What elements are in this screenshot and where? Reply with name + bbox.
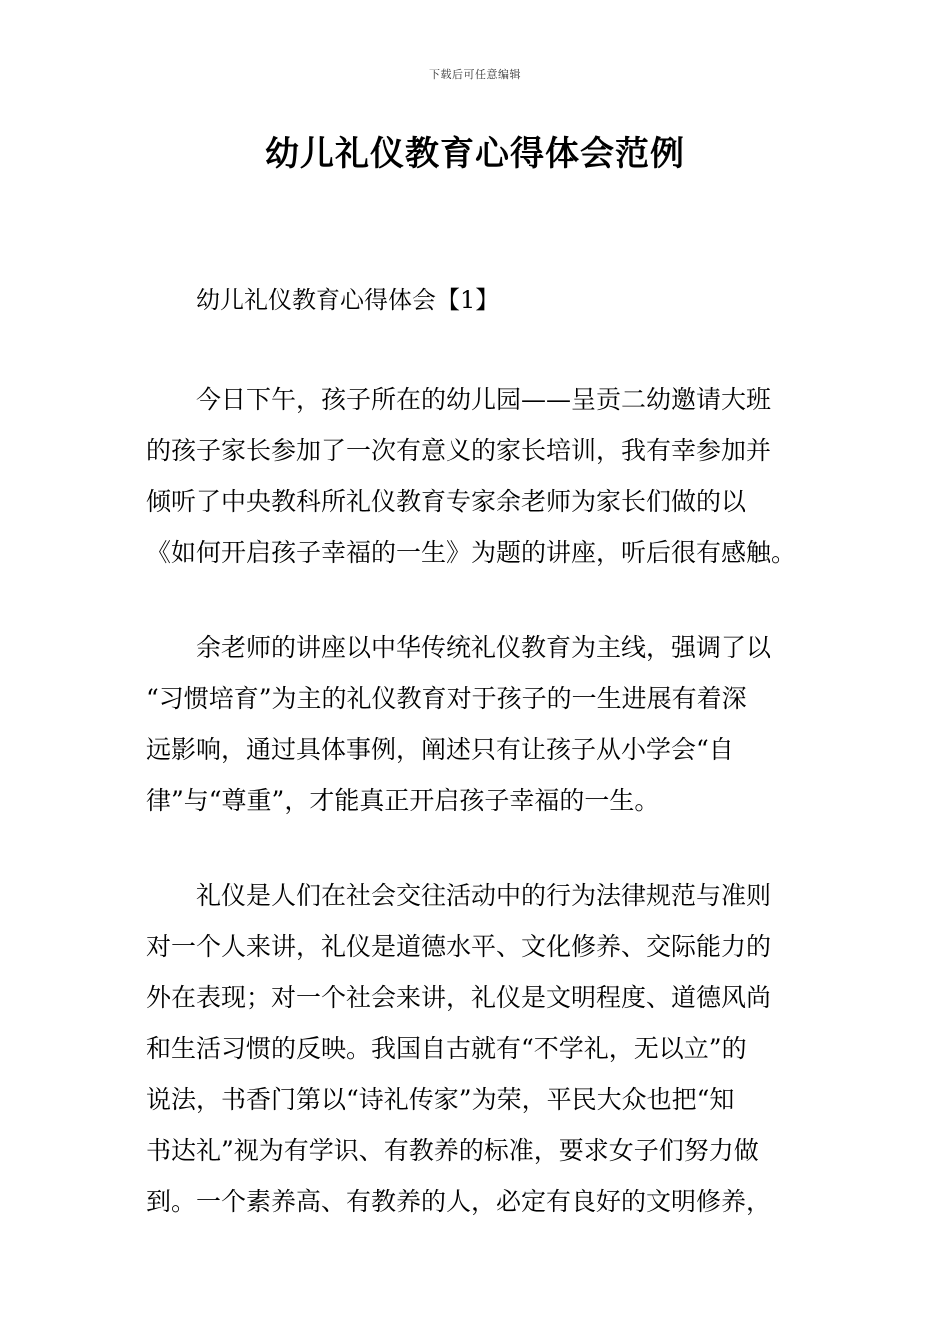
paragraph-line: 余老师的讲座以中华传统礼仪教育为主线，强调了以 [196,633,772,662]
paragraph-1 [146,374,812,578]
paragraph-line: 对一个人来讲，礼仪是道德水平、文化修养、交际能力的 [146,932,772,961]
paragraph-line: 远影响，通过具体事例，阐述只有让孩子从小学会“自 [146,735,734,764]
paragraph-line: 倾听了中央教科所礼仪教育专家余老师为家长们做的以 [146,487,747,516]
paragraph-line: 书达礼”视为有学识、有教养的标准，要求女子们努力做 [146,1136,759,1165]
paragraph-line: 今日下午，孩子所在的幼儿园——呈贡二幼邀请大班 [196,385,772,414]
paragraph-line: “习惯培育”为主的礼仪教育对于孩子的一生进展有着深 [146,684,747,713]
paragraph-line: 律”与“尊重”，才能真正开启孩子幸福的一生。 [146,786,660,815]
paragraph-line: 到。一个素养高、有教养的人，必定有良好的文明修养， [146,1187,772,1216]
paragraph-line: 的孩子家长参加了一次有意义的家长培训，我有幸参加并 [146,436,772,465]
paragraph-3 [146,870,812,1227]
paragraph-line: 礼仪是人们在社会交往活动中的行为法律规范与准则 [196,881,772,910]
document-title: 幼儿礼仪教育心得体会范例 [265,134,685,174]
paragraph-line: 和生活习惯的反映。我国自古就有“不学礼，无以立”的 [146,1034,747,1063]
paragraph-line: 《如何开启孩子幸福的一生》为题的讲座，听后很有感触。 [146,538,797,567]
header-note: 下载后可任意编辑 [429,68,521,81]
paragraph-line: 外在表现；对一个社会来讲，礼仪是文明程度、道德风尚 [146,983,772,1012]
paragraph-2 [146,622,812,826]
paragraph-line: 说法，书香门第以“诗礼传家”为荣，平民大众也把“知 [146,1085,735,1114]
section-subtitle: 幼儿礼仪教育心得体会【1】 [196,286,500,314]
